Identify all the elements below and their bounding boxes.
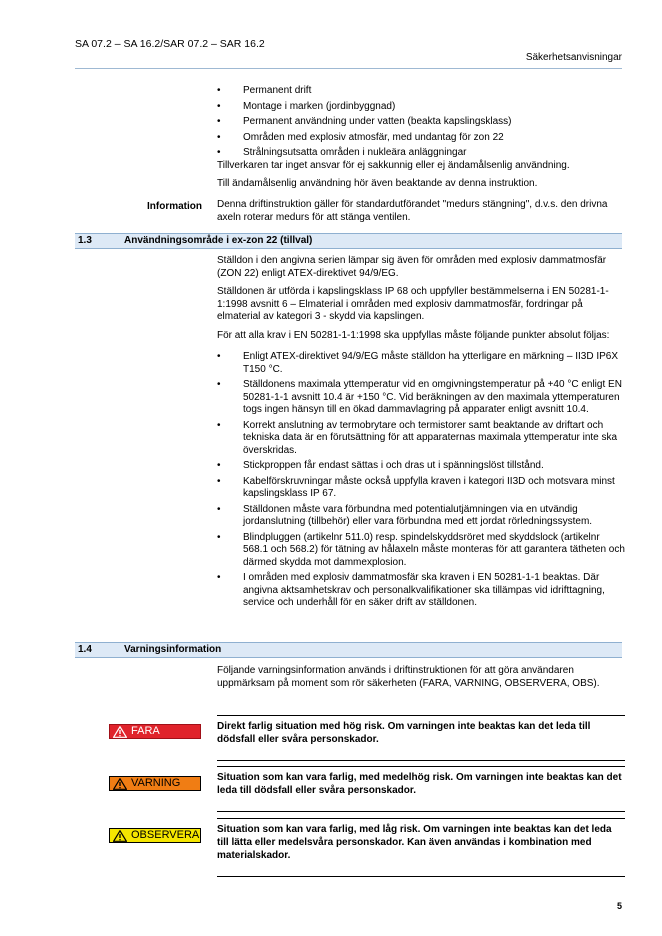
warning-triangle-icon [113, 778, 127, 790]
page-number: 5 [616, 901, 622, 911]
list-item: • Blindpluggen (artikelnr 511.0) resp. spindelskyddsröret med skyddslock (artikelnr 568.1 och 568.2) för tätning av hålaxeln måste monteras för att garantera tätheten och därmed skydda mot dammexplosion. [217, 531, 625, 568]
list-item: • Permanent användning under vatten (beakta kapslingsklass) [217, 116, 512, 127]
intro-paragraph: Tillverkaren tar inget ansvar för ej sakkunnig eller ej ändamålsenlig användning. [217, 159, 570, 171]
intro-block [217, 85, 625, 197]
section-1-4-intro: Följande varningsinformation används i driftinstruktionen för att göra användaren uppmärksam på moment som rör säkerheten (FARA, VARNING, OBSERVERA, OBS). [217, 665, 600, 689]
list-item: • Stickproppen får endast sättas i och dras ut i spänningslöst tillstånd. [217, 460, 544, 471]
section-header-1-3 [75, 233, 622, 249]
section-title: Varningsinformation [124, 644, 222, 655]
section-paragraph: Ställdonen är utförda i kapslingsklass IP 68 och uppfyller bestämmelserna i EN 50281-1-1:1998 avsnitt 6 – Elmaterial i områden med explosiv dammatmosfär, fordringar på elmaterial av kategori 3 - skydd via kapslingen. [217, 286, 609, 322]
varning-badge [109, 776, 201, 791]
section-title: Användningsområde i ex-zon 22 (tillval) [124, 235, 313, 246]
list-item: • Korrekt anslutning av termobrytare och termistorer samt beaktande av driftart och tekniska data är en förutsättning för att apparaternas maximala yttemperatur inte ska överskridas. [217, 419, 618, 456]
observera-text: Situation som kan vara farlig, med låg risk. Om varningen inte beaktas kan det leda till lätta eller medelsvåra personskador. Kan även användas i kombination med materialskador. [217, 818, 625, 877]
list-item: • Permanent drift [217, 85, 312, 96]
fara-badge [109, 724, 201, 739]
section-header-1-4 [75, 642, 622, 658]
section-paragraph: För att alla krav i EN 50281-1-1:1998 ska uppfyllas måste följande punkter absolut följas: [217, 329, 610, 341]
observera-badge [109, 828, 201, 843]
section-number: 1.4 [78, 644, 92, 655]
list-item: • Enligt ATEX-direktivet 94/9/EG måste ställdon ha ytterligare en märkning – II3D IP6X T150 °C. [217, 351, 618, 375]
requirements-list [217, 351, 625, 610]
intro-bullet-list [217, 85, 625, 160]
fara-text: Direkt farlig situation med hög risk. Om varningen inte beaktas kan det leda till dödsfall eller svåra personskador. [217, 715, 625, 761]
badge-label: FARA [131, 725, 160, 737]
list-item: • Ställdonen måste vara förbundna med potentialutjämningen via en utvändig jordanslutning (tillbehör) eller vara förbundna med ett jordat rörledningssystem. [217, 503, 593, 527]
list-item: • Montage i marken (jordinbyggnad) [217, 100, 396, 112]
list-item: • Strålningsutsatta områden i nukleära anläggningar [217, 147, 467, 158]
information-label: Information [147, 201, 202, 212]
list-item: • Områden med explosiv atmosfär, med undantag för zon 22 [217, 131, 504, 143]
section-paragraph: Ställdon i den angivna serien lämpar sig även för områden med explosiv dammatmosfär (ZON 22) enligt ATEX-direktivet 94/9/EG. [217, 255, 607, 279]
varning-text: Situation som kan vara farlig, med medelhög risk. Om varningen inte beaktas kan det leda till dödsfall eller svåra personskador. [217, 766, 625, 812]
intro-paragraph: Till ändamålsenlig användning hör även beaktande av denna instruktion. [217, 178, 538, 189]
warning-triangle-icon [113, 830, 127, 842]
list-item: • I områden med explosiv dammatmosfär ska kraven i EN 50281-1-1 beaktas. Där angivna aktsamhetskrav och personalkvalifikationer ska tillämpas vid idrifttagning, service och underhåll för en säker drift av ställdonen. [217, 572, 605, 608]
section-number: 1.3 [78, 235, 92, 246]
list-item: • Kabelförskruvningar måste också uppfylla kraven i kategori II3D och motsvara minst kapslingsklass IP 67. [217, 475, 615, 499]
information-text: Denna driftinstruktion gäller för standardutförandet "medurs stängning", d.v.s. den drivna axeln roterar medurs för att stänga ventilen. [217, 199, 608, 223]
warning-triangle-icon [113, 726, 127, 738]
badge-label: OBSERVERA [131, 829, 200, 841]
header-doc-title: SA 07.2 – SA 16.2/SAR 07.2 – SAR 16.2 [75, 38, 265, 50]
badge-label: VARNING [131, 777, 181, 789]
section-1-3-body [217, 255, 625, 613]
header-divider [75, 68, 622, 69]
list-item: • Ställdonens maximala yttemperatur vid en omgivningstemperatur på +40 °C enligt EN 50281-1-1 avsnitt 10.4 är +150 °C. Vid beräkningen av den maximala yttemperaturen togs ingen hänsyn till en ökad dammavlagring på apparater enligt avsnitt 10.4. [217, 379, 622, 415]
header-chapter-title: Säkerhetsanvisningar [525, 52, 622, 63]
